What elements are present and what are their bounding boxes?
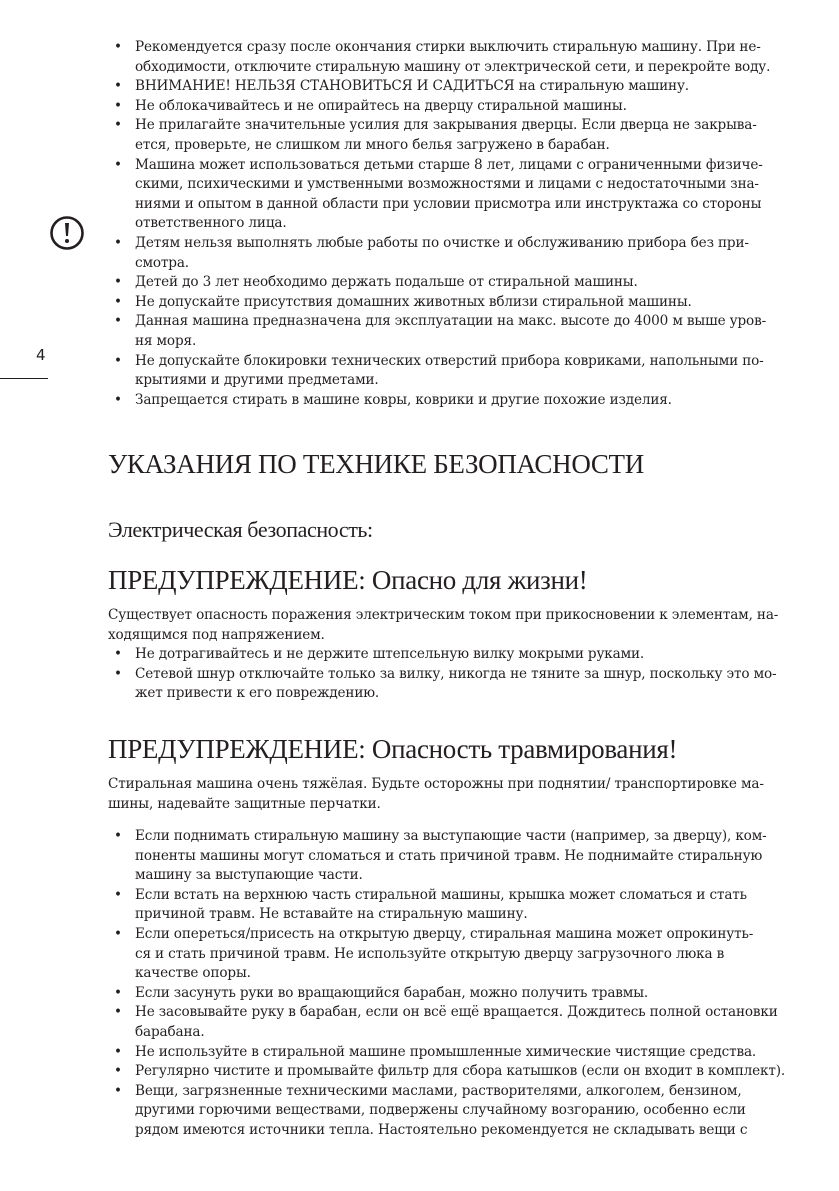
exclamation-circle-icon [49, 215, 85, 251]
list-item: • Если опереться/присесть на открытую дверцу, стиральная машина может опрокинуть- ся и стать причиной травм. Не используйте открытую дверцу загрузочного люка в качестве опоры. [108, 925, 788, 984]
list-item: • Регулярно чистите и промывайте фильтр для сбора катышков (если он входит в комплект). [108, 1062, 788, 1082]
precautions-list [108, 38, 788, 410]
list-item: • Не допускайте присутствия домашних животных вблизи стиральной машины. [108, 293, 788, 313]
list-item: • Не используйте в стиральной машине промышленные химические чистящие средства. [108, 1043, 788, 1063]
warning-electric-title: ПРЕДУПРЕЖДЕНИЕ: Опасно для жизни! [108, 565, 588, 595]
list-item: • Детей до 3 лет необходимо держать подальше от стиральной машины. [108, 273, 788, 293]
section-title: УКАЗАНИЯ ПО ТЕХНИКЕ БЕЗОПАСНОСТИ [108, 449, 644, 479]
list-item: • Данная машина предназначена для эксплуатации на макс. высоте до 4000 м выше уров- ня моря. [108, 312, 788, 351]
warning-electric-list [108, 645, 788, 704]
list-item: • Сетевой шнур отключайте только за вилку, никогда не тяните за шнур, поскольку это мо- жет привести к его повреждению. [108, 665, 788, 704]
list-item: • Если засунуть руки во вращающийся барабан, можно получить травмы. [108, 984, 788, 1004]
list-item: • Не облокачивайтесь и не опирайтесь на дверцу стиральной машины. [108, 97, 788, 117]
list-item: • Если поднимать стиральную машину за выступающие части (например, за дверцу), ком- поненты машины могут сломаться и стать причиной травм. Не поднимайте стиральную машину за выступающие части. [108, 827, 788, 886]
page-number-rule [0, 378, 48, 379]
page-number: 4 [36, 346, 46, 364]
list-item: • Машина может использоваться детьми старше 8 лет, лицами с ограниченными физиче- скими, психическими и умственными возможностями и лицами с недостаточными зна- ниями и опытом в данной области при условии присмотра или инструктажа со стороны ответственного лица. [108, 156, 788, 234]
warning-injury-intro: Стиральная машина очень тяжёлая. Будьте осторожны при поднятии/ транспортировке ма- шины, надевайте защитные перчатки. [108, 776, 764, 812]
warning-injury-list [108, 827, 788, 1141]
section-subtitle: Электрическая безопасность: [108, 517, 373, 542]
list-item: • Запрещается стирать в машине ковры, коврики и другие похожие изделия. [108, 391, 788, 411]
list-item: • Рекомендуется сразу после окончания стирки выключить стиральную машину. При не- обходимости, отключите стиральную машину от электрической сети, и перекройте воду. [108, 38, 788, 77]
list-item: • Не дотрагивайтесь и не держите штепсельную вилку мокрыми руками. [108, 645, 788, 665]
warning-electric-intro: Существует опасность поражения электрическим током при прикосновении к элементам, на- ходящимся под напряжением. [108, 607, 779, 643]
warning-injury-title: ПРЕДУПРЕЖДЕНИЕ: Опасность травмирования! [108, 734, 678, 764]
list-item: • Не засовывайте руку в барабан, если он всё ещё вращается. Дождитесь полной остановки барабана. [108, 1003, 788, 1042]
list-item: • Не допускайте блокировки технических отверстий прибора ковриками, напольными по- крытиями и другими предметами. [108, 352, 788, 391]
list-item: • Не прилагайте значительные усилия для закрывания дверцы. Если дверца не закрыва- ется, проверьте, не слишком ли много белья загружено в барабан. [108, 116, 788, 155]
list-item: • Вещи, загрязненные техническими маслами, растворителями, алкоголем, бензином, другими горючими веществами, подвержены случайному возгоранию, особенно если рядом имеются источники тепла. Настоятельно рекомендуется не складывать вещи с [108, 1082, 788, 1141]
list-item: • Детям нельзя выполнять любые работы по очистке и обслуживанию прибора без при- смотра. [108, 234, 788, 273]
list-item: • Если встать на верхнюю часть стиральной машины, крышка может сломаться и стать причиной травм. Не вставайте на стиральную машину. [108, 886, 788, 925]
list-item: • ВНИМАНИЕ! НЕЛЬЗЯ СТАНОВИТЬСЯ И САДИТЬСЯ на стиральную машину. [108, 77, 788, 97]
